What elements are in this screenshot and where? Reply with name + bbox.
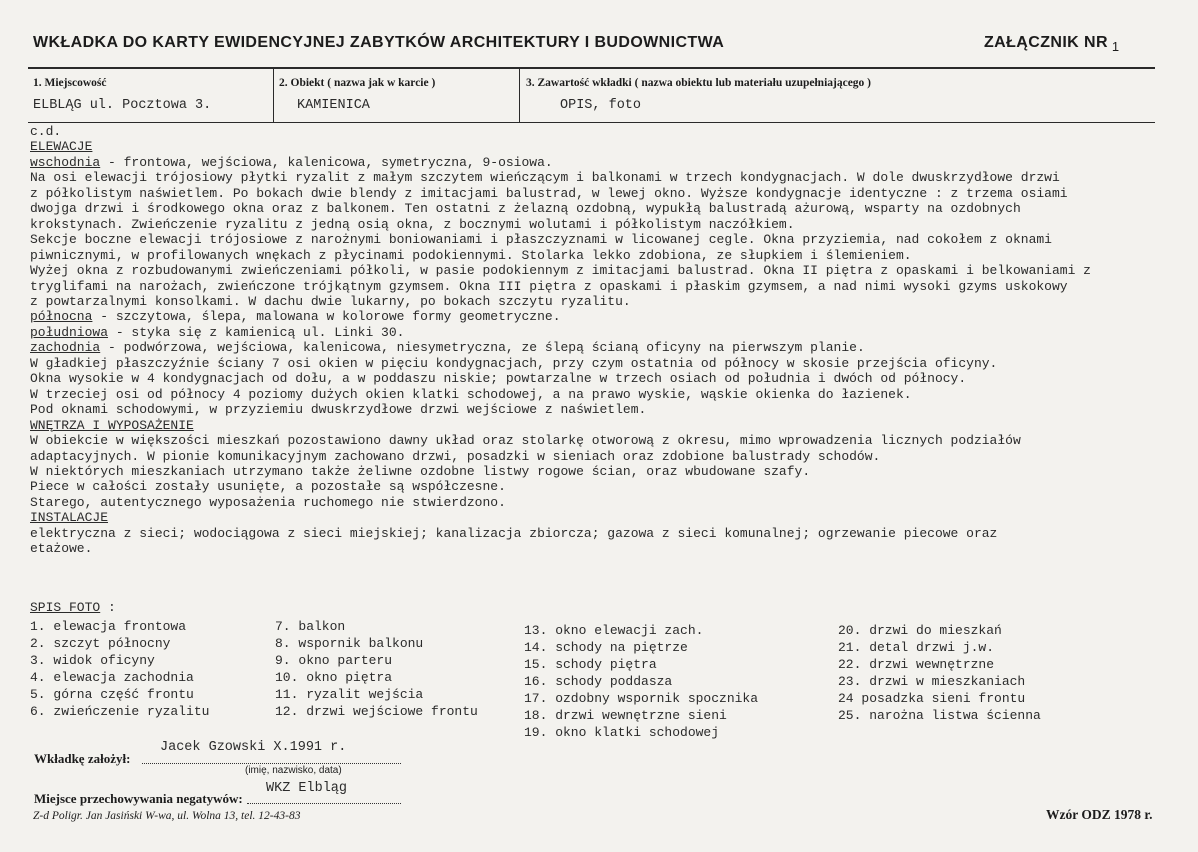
text-line: W trzeciej osi od północy 4 poziomy dużych okien klatki schodowej, a na prawo wyskie, wąskie okienka do łazienek. — [30, 386, 912, 402]
photo-column-3 — [524, 622, 758, 741]
photo-item: 12. drzwi wejściowe frontu — [275, 704, 478, 719]
section-heading-instalacje: INSTALACJE — [30, 510, 109, 526]
photo-item: 9. okno parteru — [275, 653, 393, 668]
photo-item: 3. widok oficyny — [30, 653, 155, 668]
text-line: Piece w całości zostały usunięte, a pozostałe są współczesne. — [30, 479, 506, 495]
photo-item: 23. drzwi w mieszkaniach — [838, 674, 1026, 689]
text-line: adaptacyjnych. W pionie komunikacyjnym zachowano drzwi, posadzki w sieniach oraz zdobione balustrady schodów. — [30, 448, 881, 464]
text-line: tryglifami na narożach, zwieńczone trójkątnym gzymsem. Okna III piętra z opaskami i płaskim gzymsem, a nad nimi wysoki gzyms uskokowy — [30, 278, 1068, 294]
section-heading-elewacje: ELEWACJE — [30, 139, 93, 155]
text-line: Starego, autentycznego wyposażenia ruchomego nie stwierdzono. — [30, 494, 506, 510]
field-object-label: 2. Obiekt ( nazwa jak w karcie ) — [279, 77, 436, 89]
fields-bottom-rule — [28, 122, 1155, 123]
photo-item: 7. balkon — [275, 619, 346, 634]
text-line: Pod oknami schodowymi, w przyziemiu dwuskrzydłowe drzwi wejściowe z naświetlem. — [30, 402, 647, 418]
photo-item: 14. schody na piętrze — [524, 640, 688, 655]
photo-item: 17. ozdobny wspornik spocznika — [524, 691, 759, 706]
storage-line — [247, 803, 401, 804]
photo-item: 24 posadzka sieni frontu — [838, 691, 1026, 706]
photo-item: 6. zwieńczenie ryzalitu — [30, 704, 210, 719]
south-label: południowa — [30, 324, 109, 340]
text-line: krokstynach. Zwieńczenie ryzalitu z jedną osią okna, z bocznymi wolutami i półkolistym naczółkiem. — [30, 216, 795, 232]
attachment-label: ZAŁĄCZNIK NR — [984, 34, 1108, 51]
signature-line — [142, 763, 401, 764]
photo-item: 11. ryzalit wejścia — [275, 687, 424, 702]
text-line: dwojga drzwi i środkowego okna oraz z balkonem. Ten ostatni z żelazną ozdobną, wypukłą balustradą ażurową, wsparty na ozdobnych — [30, 201, 1021, 217]
paragraph-south: południowa - styka się z kamienicą ul. Linki 30. — [30, 324, 405, 340]
field-locality-value: ELBLĄG ul. Pocztowa 3. — [33, 98, 212, 113]
section-heading-wnetrza: WNĘTRZA I WYPOSAŻENIE — [30, 417, 194, 433]
field-divider-2 — [519, 68, 520, 123]
photo-item: 22. drzwi wewnętrzne — [838, 657, 995, 672]
field-divider-1 — [273, 68, 274, 123]
text-line: z powtarzalnymi konsolkami. W dachu dwie lukarny, po bokach szczytu ryzalitu. — [30, 293, 631, 309]
signature-value: Jacek Gzowski X.1991 r. — [160, 740, 347, 755]
photo-item: 19. okno klatki schodowej — [524, 725, 720, 740]
text-line: piwnicznymi, w profilowanych wnękach z płycinami podokiennymi. Stolarka lekko zdobiona, ze słupkiem i ślemieniem. — [30, 247, 912, 263]
photo-item: 4. elewacja zachodnia — [30, 670, 194, 685]
photo-item: 25. narożna listwa ścienna — [838, 708, 1041, 723]
form-template-id: Wzór ODZ 1978 r. — [1046, 807, 1153, 822]
photo-item: 1. elewacja frontowa — [30, 619, 187, 634]
photo-item: 20. drzwi do mieszkań — [838, 623, 1002, 638]
text-line: Sekcje boczne elewacji trójosiowe z narożnymi boniowaniami i płaszczyznami w licowanej cegle. Okna przyziemia, nad cokołem z oknami — [30, 232, 1052, 248]
photo-item: 18. drzwi wewnętrzne sieni — [524, 708, 727, 723]
printer-imprint: Z-d Poligr. Jan Jasiński W-wa, ul. Wolna 13, tel. 12-43-83 — [33, 810, 301, 822]
form-title: WKŁADKA DO KARTY EWIDENCYJNEJ ZABYTKÓW ARCHITEKTURY I BUDOWNICTWA — [33, 34, 725, 51]
east-label: wschodnia — [30, 154, 101, 170]
storage-label: Miejsce przechowywania negatywów: — [34, 791, 243, 806]
text-line: Wyżej okna z rozbudowanymi zwieńczeniami półkoli, w pasie podokiennym z imitacjami balustrad. Okna II piętra z opaskami i belkowaniami z — [30, 263, 1091, 279]
field-contents-value: OPIS, foto — [560, 98, 642, 113]
text-line: z półkolistym naświetlem. Po bokach dwie blendy z imitacjami balustrad, w lewej okno. Wyższe kondygnacje identyczne : z trzema osiami — [30, 185, 1068, 201]
attachment-number-label — [984, 34, 1120, 52]
photo-item: 16. schody poddasza — [524, 674, 673, 689]
photo-list-heading: SPIS FOTO : — [30, 600, 116, 615]
north-label: północna — [30, 309, 93, 325]
west-label: zachodnia — [30, 340, 101, 356]
photo-item: 5. górna część frontu — [30, 687, 194, 702]
photo-item: 2. szczyt północny — [30, 636, 171, 651]
photo-item: 8. wspornik balkonu — [275, 636, 424, 651]
signature-note: (imię, nazwisko, data) — [245, 765, 342, 776]
field-object-value: KAMIENICA — [297, 98, 370, 113]
text-line: W gładkiej płaszczyźnie ściany 7 osi okien w pięciu kondygnacjach, przy czym ostatnia od północy w skosie przejścia oficyny. — [30, 355, 998, 371]
photo-item: 10. okno piętra — [275, 670, 393, 685]
photo-column-1 — [30, 618, 209, 720]
paragraph-north: północna - szczytowa, ślepa, malowana w kolorowe formy geometryczne. — [30, 309, 561, 325]
paragraph-east: wschodnia - frontowa, wejściowa, kalenicowa, symetryczna, 9-osiowa. — [30, 154, 553, 170]
photo-column-4 — [838, 622, 1041, 724]
text-line: W niektórych mieszkaniach utrzymano także żeliwne ozdobne listwy rogowe ścian, oraz wbudowane szafy. — [30, 463, 811, 479]
text-line: elektryczna z sieci; wodociągowa z sieci miejskiej; kanalizacja zbiorcza; gazowa z sieci komunalnej; ogrzewanie piecowe oraz — [30, 525, 998, 541]
signature-label: Wkładkę założył: — [34, 751, 131, 766]
text-line: Na osi elewacji trójosiowy płytki ryzalit z małym szczytem wieńczącym i balkonami w trzech kondygnacjach. W dole dwuskrzydłowe drzwi — [30, 170, 1060, 186]
text-line: W obiekcie w większości mieszkań pozostawiono dawny układ oraz stolarkę otworową z okresu, mimo wprowadzenia licznych podziałów — [30, 433, 1021, 449]
photo-item: 13. okno elewacji zach. — [524, 623, 704, 638]
text-line: Okna wysokie w 4 kondygnacjach od dołu, a w poddaszu niskie; powtarzalne w trzech osiach od południa i dwóch od północy. — [30, 371, 967, 387]
text-line: etażowe. — [30, 541, 93, 557]
paragraph-west: zachodnia - podwórzowa, wejściowa, kalenicowa, niesymetryczna, ze ślepą ścianą oficyny na pierwszym planie. — [30, 340, 865, 356]
photo-item: 21. detal drzwi j.w. — [838, 640, 995, 655]
attachment-number: 1 — [1111, 39, 1120, 54]
continuation-mark: c.d. — [30, 124, 62, 139]
photo-column-2 — [275, 618, 478, 720]
description-body — [30, 124, 1180, 557]
top-rule — [28, 67, 1155, 69]
field-contents-label: 3. Zawartość wkładki ( nazwa obiektu lub materiału uzupełniającego ) — [526, 77, 872, 89]
storage-value: WKZ Elbląg — [266, 781, 348, 796]
photo-item: 15. schody piętra — [524, 657, 657, 672]
field-locality-label: 1. Miejscowość — [33, 77, 107, 89]
